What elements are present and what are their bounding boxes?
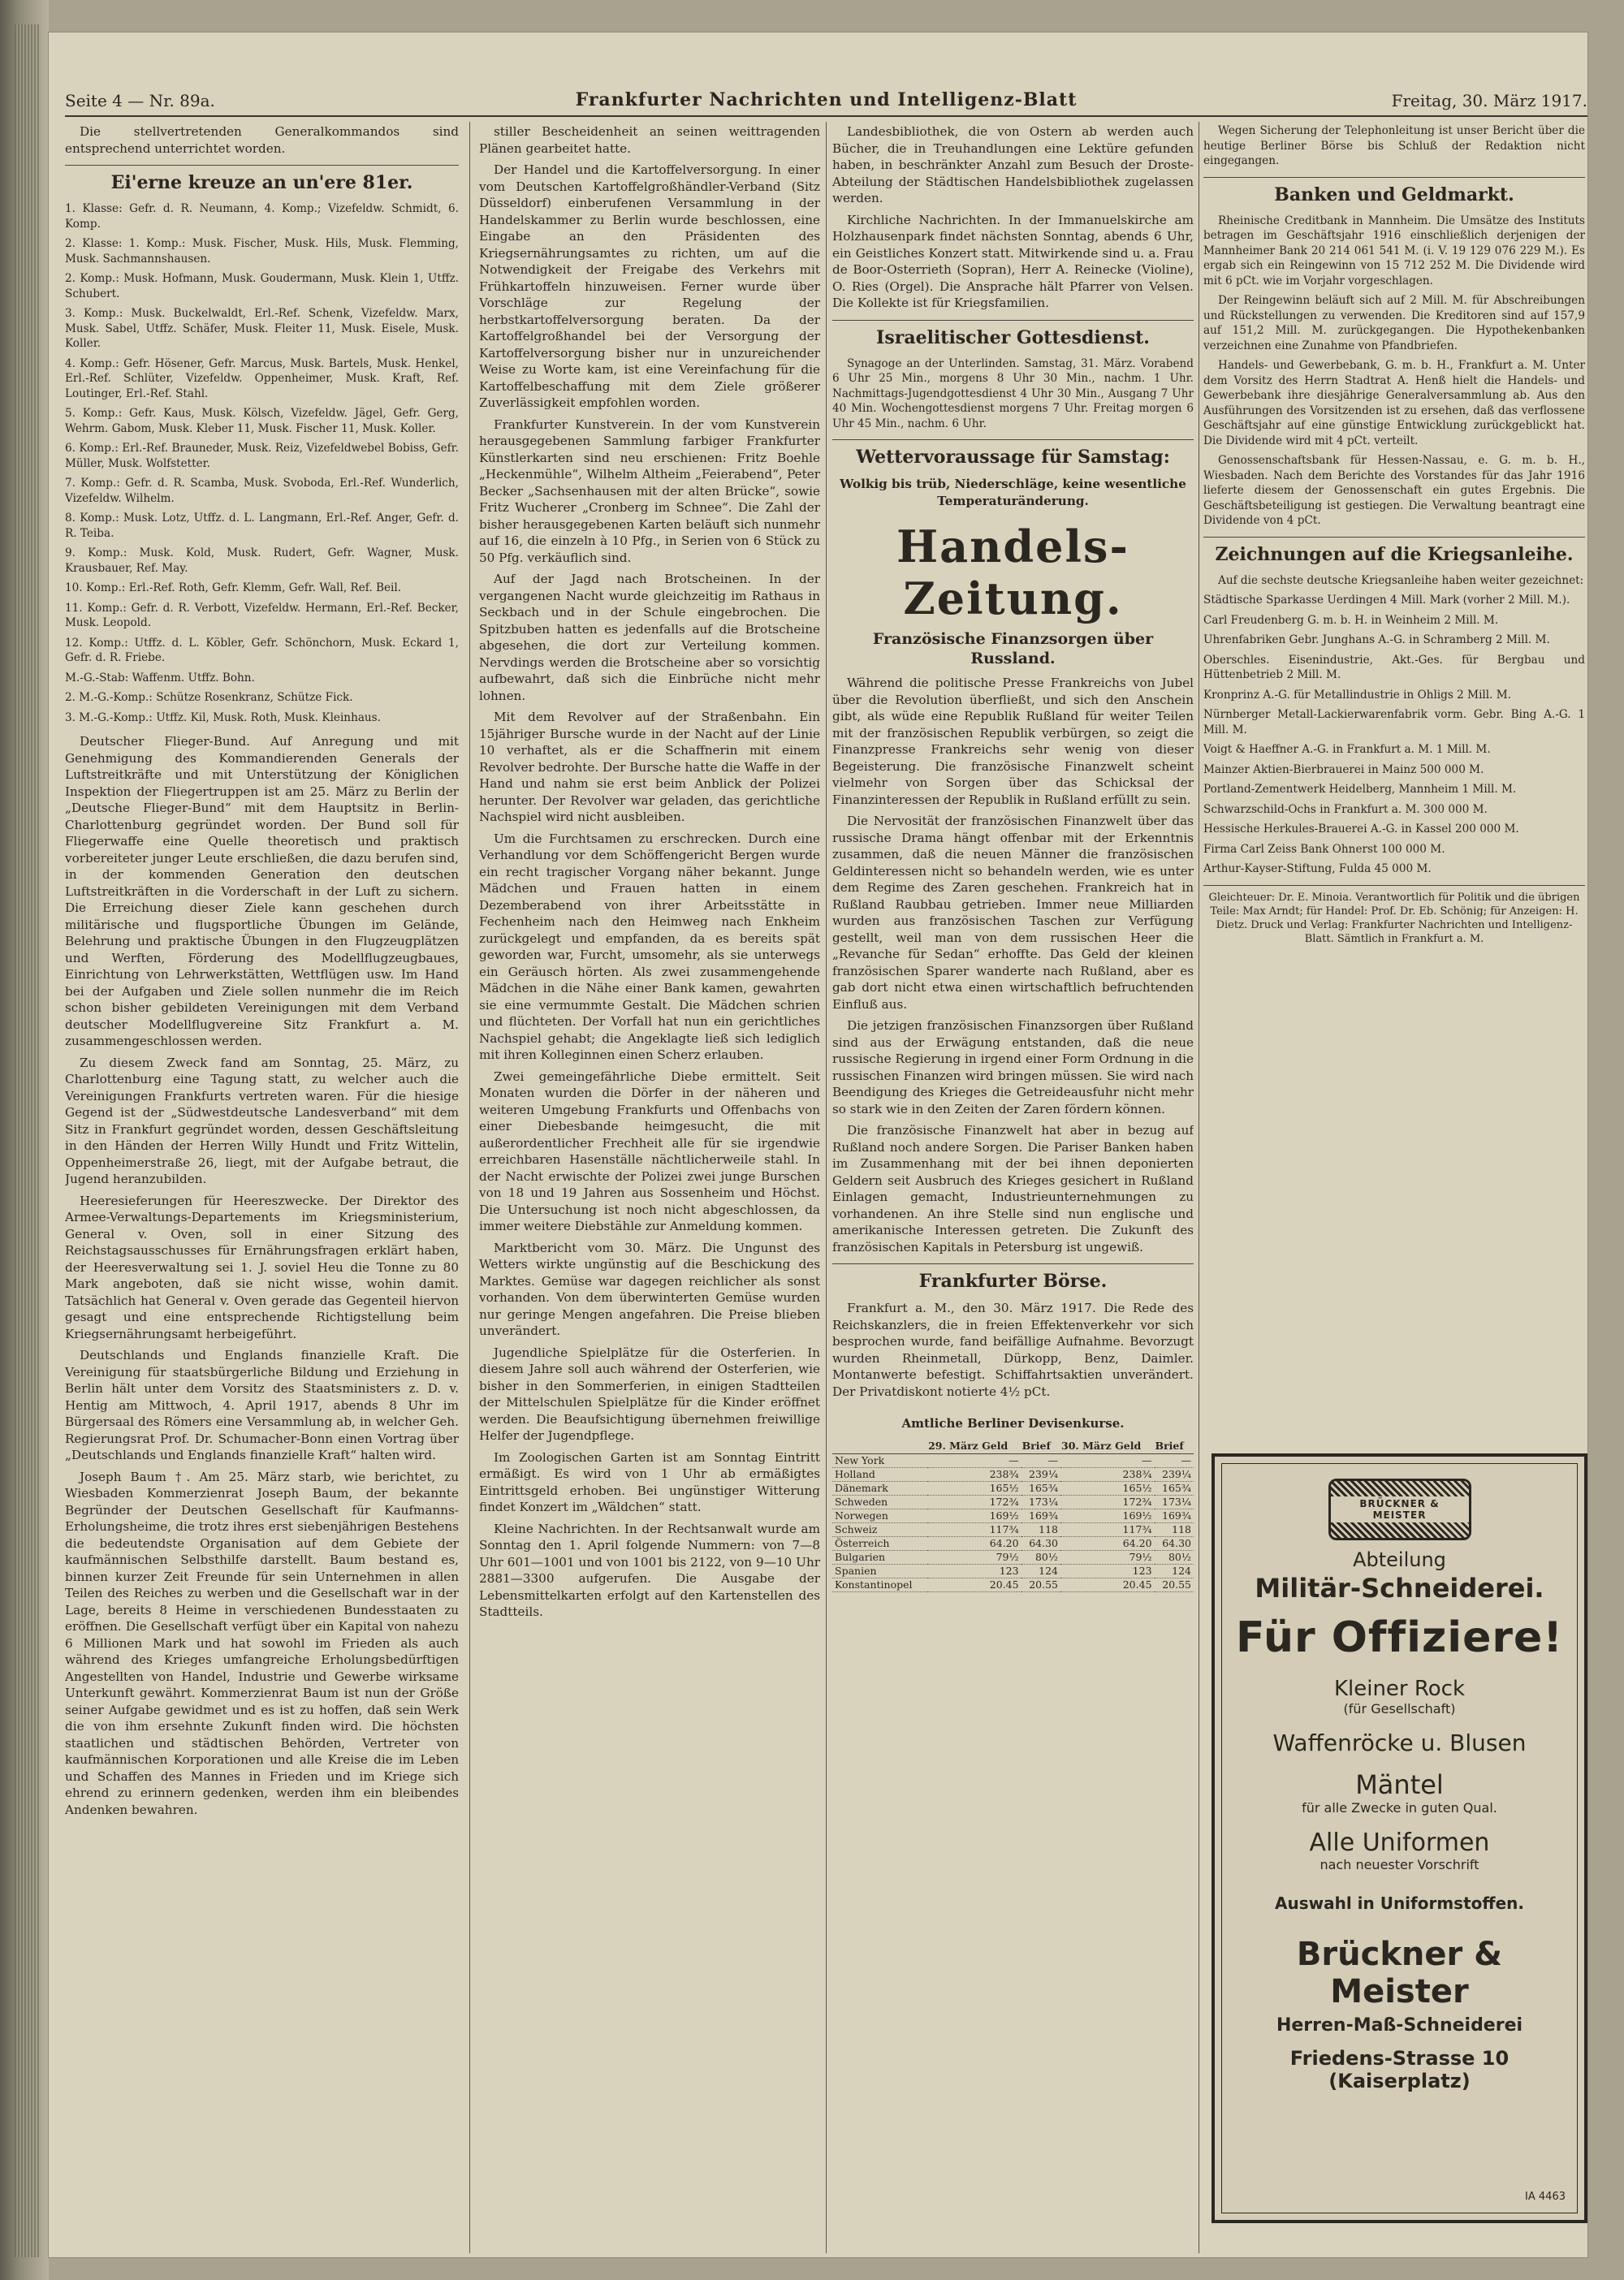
section-heading: Israelitischer Gottesdienst.: [832, 320, 1194, 350]
table-cell: 64.30: [1155, 1537, 1194, 1551]
list-item: Oberschles. Eisenindustrie, Akt.-Ges. für Bergbau und Hüttenbetrieb 2 Mill. M.: [1203, 653, 1585, 681]
list-item: 3. Komp.: Musk. Buckelwaldt, Erl.-Ref. Schenk, Vizefeldw. Marx, Musk. Sabel, Utffz. Schäfer, Musk. Fleiter 11, Musk. Eisele, Musk. Koller.: [65, 307, 459, 350]
table-cell: —: [927, 1454, 1021, 1468]
table-cell: —: [1060, 1454, 1155, 1468]
table-cell: —: [1021, 1454, 1060, 1468]
list-item: 1. Klasse: Gefr. d. R. Neumann, 4. Komp.; Vizefeldw. Schmidt, 6. Komp.: [65, 202, 459, 231]
article-spielplaetze: Jugendliche Spielplätze für die Osterferien. In diesem Jahre soll auch während der Osterferien, wie bisher in den Sommerferien, in einigen Stadtteilen der Mittelschulen Spielplätze für die Kinder eröffnet werden. Die Beaufsichtigung übernehmen freiwillige Helfer der Jugendpflege.: [479, 1345, 820, 1443]
table-cell: Spanien: [832, 1565, 927, 1578]
exchange-rate-table: [832, 1439, 1194, 1592]
article-heereslieferungen: Heeresieferungen für Heereszwecke. Der Direktor des Armee-Verwaltungs-Departements im Kriegsministerium, General v. Oven, soll in einer Sitzung des Reichstagsausschusses für Ernährungsfragen erklärt haben, der Heeresverwaltung sei 1. J. soviel Heu die Tonne zu 80 Mark angeboten, daß sie nicht wisse, wohin damit. Tatsächlich hat General v. Oven gerade das Gegenteil hiervon gesagt und eine entsprechende Richtigstellung beim Kriegsernährungsamt herbeigeführt.: [65, 1193, 459, 1341]
ad-line: Abteilung: [1353, 1548, 1446, 1571]
table-cell: 117¾: [1060, 1523, 1155, 1537]
list-item: Arthur-Kayser-Stiftung, Fulda 45 000 M.: [1203, 862, 1432, 875]
advertisement-brueckner-meister: [1212, 1453, 1587, 2223]
table-cell: 79½: [927, 1551, 1021, 1565]
logo-text: BRÜCKNER & MEISTER: [1331, 1496, 1469, 1522]
table-cell: 118: [1155, 1523, 1194, 1537]
list-item: Städtische Sparkasse Uerdingen 4 Mill. Mark (vorher 2 Mill. M.).: [1203, 594, 1570, 607]
article-brotscheine: Auf der Jagd nach Brotscheinen. In der vergangenen Nacht wurde gleichzeitig im Rathaus in Seckbach und in der Schule eingebrochen. Die Spitzbuben hatten es jedenfalls auf die Brotscheine abgesehen, die dort zur Verteilung kommen. Nervdings werden die Brotscheine aber so vorsichtig aufbewahrt, daß sich die Einbrüche nicht mehr lohnen.: [479, 572, 820, 703]
section-heading: Wettervoraussage für Samstag:: [832, 439, 1194, 469]
article-finanzsorgen: Während die politische Presse Frankreichs von Jubel über die Revolution überfließt, und sich den Anschein gibt, als wüde eine Republik Rußland für weiter Teilen mit der französischen Republik verbürgen, so zeigt die Finanzpresse Frankreichs sehr wenig von dieser Begeisterung. Die französische Finanzwelt scheint vielmehr von Sorgen über das Schicksal der Finanzinteressen der Republik in Rußland erfüllt zu sein.: [832, 676, 1194, 807]
list-item: Portland-Zementwerk Heidelberg, Mannheim 1 Mill. M.: [1203, 783, 1517, 796]
ad-line: (für Gesellschaft): [1343, 1701, 1456, 1716]
table-cell: New York: [832, 1454, 927, 1468]
table-cell: Dänemark: [832, 1482, 927, 1496]
table-cell: 20.55: [1155, 1578, 1194, 1592]
list-item: 8. Komp.: Musk. Lotz, Utffz. d. L. Langmann, Erl.-Ref. Anger, Gefr. d. R. Teiba.: [65, 512, 459, 540]
table-cell: —: [1155, 1454, 1194, 1468]
table-cell: 173¼: [1155, 1496, 1194, 1509]
table-cell: 238¾: [1060, 1468, 1155, 1482]
table-row: [832, 1468, 1194, 1482]
list-item: 12. Komp.: Utffz. d. L. Köbler, Gefr. Schönchorn, Musk. Eckard 1, Gefr. d. R. Friebe.: [65, 636, 459, 664]
list-item: 7. Komp.: Gefr. d. R. Scamba, Musk. Svoboda, Erl.-Ref. Wunderlich, Vizefeldw. Wilhelm.: [65, 477, 459, 505]
list-item: 4. Komp.: Gefr. Hösener, Gefr. Marcus, Musk. Bartels, Musk. Henkel, Erl.-Ref. Schlüter, Vizefeldw. Oppenheimer, Musk. Kraft, Ref. Loutinger, Erl.-Ref. Stahl.: [65, 356, 459, 400]
list-item: Nürnberger Metall-Lackierwarenfabrik vorm. Gebr. Bing A.-G. 1 Mill. M.: [1203, 708, 1585, 736]
book-binding: [0, 0, 49, 2280]
table-row: [832, 1537, 1194, 1551]
table-cell: 124: [1155, 1565, 1194, 1578]
article-revolver: Mit dem Revolver auf der Straßenbahn. Ein 15jähriger Bursche wurde in der Nacht auf der Linie 10 verhaftet, als er die Schaffnerin mit einem Revolver bedrohte. Der Bursche hatte die Waffe in der Hand und nahm sie erst beim Anblick der Polizei herunter. Der Revolver war geladen, das gerichtliche Nachspiel wird nicht ausbleiben.: [479, 710, 820, 824]
weather-forecast: Wolkig bis trüb, Niederschläge, keine wesentliche Temperaturänderung.: [840, 477, 1186, 508]
table-row: [832, 1454, 1194, 1468]
list-item: Mainzer Aktien-Bierbrauerei in Mainz 500 000 M.: [1203, 762, 1484, 776]
section-heading: Zeichnungen auf die Kriegsanleihe.: [1203, 537, 1585, 567]
table-cell: 169¾: [1021, 1509, 1060, 1523]
ad-line: Kleiner Rock: [1333, 1677, 1466, 1701]
section-heading: Frankfurter Börse.: [832, 1263, 1194, 1293]
article-kunstverein: Frankfurter Kunstverein. In der vom Kunstverein herausgegebenen Sammlung farbiger Frankfurter Künstlerkarten sind neu erschienen: Fritz Boehle „Heckenmühle“, Wilhelm Altheim „Feierabend“, Peter Becker „Sachsenhausen mit der alten Brücke“, sowie Fritz Wucherer „Cronberg im Schnee“. Die Zahl der bisher herausgegebenen Karten beläuft sich nunmehr auf 16, die einzeln à 10 Pfg., in Serien von 6 Stück zu 50 Pfg. verkäuflich sind.: [479, 417, 820, 565]
table-cell: Österreich: [832, 1537, 927, 1551]
article-boerse: Frankfurt a. M., den 30. März 1917. Die Rede des Reichskanzlers, die in freien Effektenverkehr vor sich besprochen wurde, fand beifällige Aufnahme. Bevorzugt wurden Rheinmetall, Dürkopp, Benz, Daimler. Montanwerte befestigt. Schiffahrtsaktien unverändert. Der Privatdiskont notierte 4½ pCt.: [832, 1301, 1194, 1399]
list-item: 6. Komp.: Erl.-Ref. Brauneder, Musk. Reiz, Vizefeldwebel Bobiss, Gefr. Müller, Musk. Wolfstetter.: [65, 442, 459, 470]
ad-line: Militär-Schneiderei.: [1255, 1573, 1544, 1604]
table-cell: 79½: [1060, 1551, 1155, 1565]
article-creditbank-cont: Der Reingewinn beläuft sich auf 2 Mill. M. für Abschreibungen und Rückstellungen zu verwenden. Die Kreditoren sind auf 157,9 auf 151,2 Mill. M. zurückgegangen. Die Hypothekenbanken verzeichnen eine Zunahme von Pfandbriefen.: [1203, 294, 1585, 352]
table-row: [832, 1565, 1194, 1578]
ad-code: IA 4463: [1525, 2191, 1566, 2203]
article-kartoffelversorgung: Der Handel und die Kartoffelversorgung. In einer vom Deutschen Kartoffelgroßhändler-Verband (Sitz Düsseldorf) einberufenen Versammlung in der Handelskammer zu Berlin wurde beschlossen, eine Eingabe an den Präsidenten des Kriegsernährungsamtes zu richten, um auf die Notwendigkeit der Freigabe des Verkehrs mit Frühkartoffeln hinzuweisen. Ferner wurde über Vorschläge zur Regelung der herbstkartoffelversorgung beraten. Da der Kartoffelgroßhandel bei der Versorgung der Kartoffelversorgung bisher nur in unzureichender Weise zu Worte kam, ist eine Vereinfachung für die Kartoffelbeschaffung mit dem Ziele größerer Zuverlässigkeit empfohlen worden.: [479, 162, 820, 410]
column-2: [479, 123, 820, 2251]
ad-line: für alle Zwecke in guten Qual.: [1302, 1800, 1497, 1816]
ad-line: Auswahl in Uniformstoffen.: [1275, 1894, 1524, 1913]
table-cell: 172¾: [1060, 1496, 1155, 1509]
ad-brand-name: Brückner & Meister: [1296, 1936, 1503, 2010]
list-item: 2. Klasse: 1. Komp.: Musk. Fischer, Musk. Hils, Musk. Flemming, Musk. Sachmannshausen.: [65, 237, 459, 266]
list-item: 3. M.-G.-Komp.: Utffz. Kil, Musk. Roth, Musk. Kleinhaus.: [65, 710, 381, 724]
table-cell: 124: [1021, 1565, 1060, 1578]
article-finanzsorgen-cont: Die jetzigen französischen Finanzsorgen über Rußland sind aus der Erwägung entstanden, daß die neue russische Regierung in irgend einer Form Ordnung in die russischen Finanzen wird bringen müssen. Sie wird nach Beendigung des Krieges die Getreideausfuhr nicht mehr so stark wie in den Zeiten der Zaren fördern können.: [832, 1018, 1194, 1116]
section-heading: Banken und Geldmarkt.: [1203, 177, 1585, 207]
section-subheading: Französische Finanzsorgen über Russland.: [872, 630, 1154, 667]
table-header-cell: 29. März Geld: [927, 1439, 1021, 1454]
table-header-cell: Brief: [1155, 1439, 1194, 1454]
column-rule: [469, 122, 470, 2253]
table-cell: 118: [1021, 1523, 1060, 1537]
article-marktbericht: Marktbericht vom 30. März. Die Ungunst des Wetters wirkte ungünstig auf die Beschickung des Marktes. Gemüse war dagegen reichlicher als sonst vorhanden. Von dem überwinterten Gemüse wurden nur geringe Mengen angefahren. Die Preise blieben unverändert.: [479, 1240, 820, 1338]
award-list: [65, 201, 459, 725]
table-cell: 20.55: [1021, 1578, 1060, 1592]
paragraph: Landesbibliothek, die von Ostern ab werden auch Bücher, die in Treuhandlungen eine Lektüre gefunden haben, in beschränkter Anzahl zum Besuch der Droste-Abteilung der Städtischen Handelsbibliothek zugelassen werden.: [832, 124, 1194, 205]
table-cell: 165½: [927, 1482, 1021, 1496]
ad-line: nach neuester Vorschrift: [1320, 1857, 1479, 1872]
table-title: Amtliche Berliner Devisenkurse.: [901, 1416, 1125, 1431]
column-1: [65, 123, 459, 2251]
list-item: 9. Komp.: Musk. Kold, Musk. Rudert, Gefr. Wagner, Musk. Krausbauer, Ref. May.: [65, 546, 459, 575]
table-cell: 238¾: [927, 1468, 1021, 1482]
article-genossenschaftsbank: Genossenschaftsbank für Hessen-Nassau, e. G. m. b. H., Wiesbaden. Nach dem Berichte des Vorstandes für das Jahr 1916 lieferte diesem der Genossenschaft ein gutes Ergebnis. Die Geschäftsbeteiligung ist gestiegen. Die Verwaltung beantragt eine Dividende von 4 pCt.: [1203, 454, 1585, 527]
table-cell: 123: [1060, 1565, 1155, 1578]
article-furchtsame: Um die Furchtsamen zu erschrecken. Durch eine Verhandlung vor dem Schöffengericht Bergen wurde ein recht tragischer Vorgang näher bekannt. Junge Mädchen und Frauen hatten in einem Dezemberabend von ihrer Arbeitsstätte in Fechenheim nach den Heimweg nach Enkheim zurückgelegt und empfanden, da es bereits spät geworden war, Furcht, umsomehr, als sie unterwegs ein Geräusch hörten. Als zwei zusammengehende Mädchen in die Nähe einer Bank kamen, gewahrten sie eine vermummte Gestalt. Die Mädchen schrien und flüchteten. Der Vorfall hat nun ein gerichtliches Nachspiel gehabt; die Angeklagte ließ sich lediglich mit ihren Kolleginnen einen Scherz erlauben.: [479, 831, 820, 1062]
paragraph: Wegen Sicherung der Telephonleitung ist unser Bericht über die heutige Berliner Börse bis Schluß der Redaktion nicht eingegangen.: [1203, 124, 1585, 167]
table-cell: 20.45: [927, 1578, 1021, 1592]
table-cell: 239¼: [1021, 1468, 1060, 1482]
article-zoo: Im Zoologischen Garten ist am Sonntag Eintritt ermäßigt. Es wird von 1 Uhr ab ermäßigtes Eintrittsgeld erhoben. Bei ungünstiger Witterung findet Konzert im „Wäldchen“ statt.: [479, 1449, 820, 1514]
table-cell: 169¾: [1155, 1509, 1194, 1523]
table-row: [832, 1482, 1194, 1496]
ad-headline: Für Offiziere!: [1236, 1613, 1563, 1662]
section-heading: Ei'erne kreuze an un'ere 81er.: [65, 165, 459, 195]
list-item: 11. Komp.: Gefr. d. R. Verbott, Vizefeldw. Hermann, Erl.-Ref. Becker, Musk. Leopold.: [65, 601, 459, 629]
article-finanzsorgen-cont: Die Nervosität der französischen Finanzwelt über das russische Drama hängt offenbar mit der Erkenntnis zusammen, daß die neuen Männer die französischen Geldinteressen nicht so behandeln werden, wie es unter dem Regime des Zaren geschehen. Frankreich hat in Rußland Raubbau getrieben. Immer neue Milliarden wurden aus französischen Taschen zur Verfügung gestellt, weil man von dem russischen Heer die „Revanche für Sedan“ erhoffte. Das Geld der kleinen französischen Sparer wanderte nach Rußland, aber es gab dort nicht etwa einen wirtschaftlich befruchtenden Einfluß aus.: [832, 814, 1194, 1012]
table-cell: Bulgarien: [832, 1551, 927, 1565]
table-header-cell: 30. März Geld: [1060, 1439, 1155, 1454]
binding-edge: [15, 24, 39, 2257]
article-gottesdienst: Synagoge an der Unterlinden. Samstag, 31. März. Vorabend 6 Uhr 25 Min., morgens 8 Uhr 30 Min., nachm. 1 Uhr. Nachmittags-Jugendgottesdienst 4 Uhr 30 Min., Ausgang 7 Uhr 40 Min. Wochengottesdienst morgens 7 Uhr. Freitag morgen 6 Uhr 45 Min., nachm. 6 Uhr.: [832, 356, 1194, 430]
table-row: [832, 1578, 1194, 1592]
ad-line: Alle Uniformen: [1309, 1829, 1490, 1857]
ad-line: Mäntel: [1355, 1769, 1444, 1800]
list-item: Firma Carl Zeiss Bank Ohnerst 100 000 M.: [1203, 842, 1445, 856]
article-gewerbebank: Handels- und Gewerbebank, G. m. b. H., Frankfurt a. M. Unter dem Vorsitz des Herrn Stadtrat A. Henß hielt die Handels- und Gewerbebank ihre diesjährige Generalversammlung ab. Aus den Ausführungen des Vorsitzenden ist zu ersehen, daß das verflossene Geschäftsjahr auf eine günstige Entwicklung zurückgeblickt hat. Die Dividende wird mit 4 pCt. verteilt.: [1203, 359, 1585, 447]
table-row: [832, 1551, 1194, 1565]
handels-zeitung-heading: Handels-Zeitung.: [896, 520, 1129, 624]
table-header-cell: Brief: [1021, 1439, 1060, 1454]
table-cell: Norwegen: [832, 1509, 927, 1523]
brand-logo: [1328, 1479, 1471, 1540]
ad-line: Herren-Maß-Schneiderei: [1276, 2015, 1523, 2036]
table-cell: Schweden: [832, 1496, 927, 1509]
page-date: Freitag, 30. März 1917.: [1391, 91, 1587, 110]
table-cell: 117¾: [927, 1523, 1021, 1537]
list-item: Carl Freudenberg G. m. b. H. in Weinheim 2 Mill. M.: [1203, 613, 1499, 627]
article-creditbank: Rheinische Creditbank in Mannheim. Die Umsätze des Instituts betragen im Geschäftsjahr 1916 einschließlich derjenigen der Mannheimer Bank 20 214 061 541 M. (i. V. 19 129 076 229 M.). Es ergab sich ein Reingewinn von 15 712 252 M. Die Dividende wird mit 6 pCt. wie im Vorjahr vorgeschlagen.: [1203, 214, 1585, 287]
table-cell: 165¾: [1021, 1482, 1060, 1496]
table-cell: 64.20: [1060, 1537, 1155, 1551]
paragraph: Auf die sechste deutsche Kriegsanleihe haben weiter gezeichnet:: [1218, 573, 1584, 587]
list-item: Kronprinz A.-G. für Metallindustrie in Ohligs 2 Mill. M.: [1203, 688, 1511, 702]
table-cell: 64.30: [1021, 1537, 1060, 1551]
list-item: M.-G.-Stab: Waffenm. Utffz. Bohn.: [65, 671, 255, 684]
article-finanzsorgen-cont: Die französische Finanzwelt hat aber in bezug auf Rußland noch andere Sorgen. Die Pariser Banken haben im Zusammenhang mit der bei ihnen deponierten Geldern seit Ausbruch des Krieges gesichert in Rußland Einlagen gemacht, Industrieunternehmungen zu vorhandenen. An ihre Stelle sind nun englische und amerikanische Interessen getreten. Die Zukunft des französischen Kapitals in Petersburg ist ungewiß.: [832, 1123, 1194, 1254]
article-flieger-bund: Deutscher Flieger-Bund. Auf Anregung und mit Genehmigung des Kommandierenden Generals der Luftstreitkräfte und mit Unterstützung der Königlichen Inspektion der Fliegertruppen ist am 25. März zu Berlin der „Deutsche Flieger-Bund“ mit dem Hauptsitz in Berlin-Charlottenburg gegründet worden. Der Bund soll für Fliegerwaffe eine Quelle theoretisch und praktisch vorbereiteter junger Leute erschließen, die dazu berufen sind, in der kommenden Generation den deutschen Luftstreitkräften in die Vorderschaft in der Luft zu sichern. Die Erreichung dieser Ziele kann geschehen durch militärische und flugsportliche Übungen im Gelände, Belehrung und praktische Übungen in den Flugzeugplätzen und Werften, Förderung des Modellflugzeugbaues, Einrichtung von Lehrwerkstätten, Wettflügen usw. Im Hand bei der Aufgaben und Ziele sollen nunmehr die im Reich schon bisher gebildeten Vereinigungen mit dem Verband deutscher Modellflugvereine Sitz Frankfurt a. M. zusammengeschlossen werden.: [65, 734, 459, 1048]
list-item: Voigt & Haeffner A.-G. in Frankfurt a. M. 1 Mill. M.: [1203, 743, 1491, 756]
table-cell: 165½: [1060, 1482, 1155, 1496]
table-row: [832, 1509, 1194, 1523]
list-item: Hessische Herkules-Brauerei A.-G. in Kassel 200 000 M.: [1203, 823, 1519, 836]
table-cell: Konstantinopel: [832, 1578, 927, 1592]
list-item: Schwarzschild-Ochs in Frankfurt a. M. 300 000 M.: [1203, 802, 1488, 816]
ad-line: Waffenröcke u. Blusen: [1272, 1729, 1527, 1756]
list-item: Uhrenfabriken Gebr. Junghans A.-G. in Schramberg 2 Mill. M.: [1203, 633, 1550, 646]
table-row: [832, 1523, 1194, 1537]
paragraph: stiller Bescheidenheit an seinen weittragenden Plänen gearbeitet hatte.: [479, 124, 820, 156]
list-item: 5. Komp.: Gefr. Kaus, Musk. Kölsch, Vizefeldw. Jägel, Gefr. Gerg, Wehrm. Gabom, Musk. Kleber 11, Musk. Fischer 11, Musk. Koller.: [65, 407, 459, 435]
article-finanzielle-kraft: Deutschlands und Englands finanzielle Kraft. Die Vereinigung für staatsbürgerliche Bildung und Erziehung in Berlin hält unter dem Vorsitz des Staatsministers z. D. v. Hentig am Mittwoch, 4. April 1917, abends 8 Uhr im Bürgersaal des Römers eine Versammlung ab, in welcher Geh. Regierungsrat Prof. Dr. Schumacher-Bonn einen Vortrag über „Deutschlands und Englands finanzielle Kraft“ halten wird.: [65, 1348, 459, 1462]
article-diebe: Zwei gemeingefährliche Diebe ermittelt. Seit Monaten wurden die Dörfer in der näheren und weiteren Umgebung Frankfurts und Offenbachs von einer Diebesbande heimgesucht, die mit außerordentlicher Frechheit alle für sie irgendwie erreichbaren Hasenställe nächtlicherweile stahl. In der Nacht erwischte der Polizei zwei junge Burschen von 18 und 19 Jahren aus Sossenheim und Höchst. Die Untersuchung ist noch nicht abgeschlossen, da immer weitere Diebstähle zur Anmeldung kommen.: [479, 1069, 820, 1233]
article-kleine-nachrichten: Kleine Nachrichten. In der Rechtsanwalt wurde am Sonntag den 1. April folgende Nummern: von 7—8 Uhr 601—1001 und von 1001 bis 2122, von 9—10 Uhr 2881—3300 aufgerufen. Die Ausgabe der Lebensmittelkarten erfolgt auf den Kartenstellen des Stadtteils.: [479, 1521, 820, 1619]
imprint: Gleichteuer: Dr. E. Minoia. Verantwortlich für Politik und die übrigen Teile: Max Arndt; für Handel: Prof. Dr. Eb. Schönig; für Anzeigen: H. Dietz. Druck und Verlag: Frankfurter Nachrichten und Intelligenz-Blatt. Sämtlich in Frankfurt a. M.: [1203, 885, 1585, 946]
column-rule: [826, 122, 827, 2253]
page-number: Seite 4 — Nr. 89a.: [65, 91, 215, 110]
ad-inner-border: [1221, 1463, 1578, 2213]
table-cell: 239¼: [1155, 1468, 1194, 1482]
table-cell: Schweiz: [832, 1523, 927, 1537]
table-cell: 172¾: [927, 1496, 1021, 1509]
masthead-title: Frankfurter Nachrichten und Intelligenz-Blatt: [575, 89, 1078, 110]
paragraph: Die stellvertretenden Generalkommandos sind entsprechend unterrichtet worden.: [65, 124, 459, 156]
list-item: 2. Komp.: Musk. Hofmann, Musk. Goudermann, Musk. Klein 1, Utffz. Schubert.: [65, 272, 459, 300]
table-cell: 123: [927, 1565, 1021, 1578]
table-row: [832, 1496, 1194, 1509]
table-cell: 169½: [1060, 1509, 1155, 1523]
column-3: [832, 123, 1194, 2251]
table-cell: 20.45: [1060, 1578, 1155, 1592]
table-cell: Holland: [832, 1468, 927, 1482]
table-cell: 173¼: [1021, 1496, 1060, 1509]
table-cell: 80½: [1155, 1551, 1194, 1565]
table-cell: 165¾: [1155, 1482, 1194, 1496]
table-cell: 64.20: [927, 1537, 1021, 1551]
subscription-list: [1203, 593, 1585, 877]
article-flieger-bund-cont: Zu diesem Zweck fand am Sonntag, 25. März, zu Charlottenburg eine Tagung statt, zu welcher auch die Vereinigungen Frankfurts vertreten waren. Für die hiesige Gegend ist der „Südwestdeutsche Landesverband“ mit dem Sitz in Frankfurt gegründet worden, dessen Geschäftsleitung in den Händen der Herren Willy Hundt und Fritz Wittelin, Oppenheimerstraße 26, liegt, mit der Aufgabe betraut, die Jugend heranzubilden.: [65, 1055, 459, 1186]
table-header-cell: [832, 1439, 927, 1454]
page-header: [65, 88, 1587, 117]
article-joseph-baum: Joseph Baum †. Am 25. März starb, wie berichtet, zu Wiesbaden Kommerzienrat Joseph Baum, der bekannte Begründer der Deutschen Gesellschaft für Kaufmanns-Erholungsheime, die trotz ihres erst siebenjährigen Bestehens die bedeutendste Organisation auf dem Gebiete der kaufmännischen Selbsthilfe darstellt. Baum bestand es, binnen kurzer Zeit Freunde für sein Unternehmen in allen Teilen des Reiches zu werben und die Gesellschaft war in der Lage, bereits 8 Heime in verschiedenen Bundesstaaten zu eröffnen. Die Gesellschaft verfügt über ein Kapital von nahezu 6 Millionen Mark und hat sowohl im Frieden als auch während des Krieges umfangreiche Erholungsbedürftigen Angestellten von Handel, Industrie und Gewerbe wirksame Unterkunft gewährt. Kommerzienrat Baum ist nun der Größe seiner Aufgabe gewidmet und es ist zu hoffen, daß sein Werk die von ihm ersehnte Zukunft finden wird. Die höchsten staatlichen und städtischen Behörden, Vertreter von kaufmännischen Korporationen und alle Kreise die im Leben und Schaffen des Mannes in Frieden und im Kriege sich ehrend zu erinnern gedenken, werden ihm ein bleibendes Andenken bewahren.: [65, 1469, 459, 1817]
list-item: 10. Komp.: Erl.-Ref. Roth, Gefr. Klemm, Gefr. Wall, Ref. Beil.: [65, 581, 402, 594]
ad-address: Friedens-Strasse 10 (Kaiserplatz): [1289, 2047, 1510, 2092]
article-kirchliche-nachrichten: Kirchliche Nachrichten. In der Immanuelskirche am Holzhausenpark findet nächsten Sonntag, abends 6 Uhr, ein Geistliches Konzert statt. Mitwirkende sind u. a. Frau de Boor-Osterrieth (Sopran), Herr A. Reinecke (Violine), O. Ries (Orgel). Die Ansprache hält Pfarrer von Velsen. Die Kollekte ist für Kriegsfamilien.: [832, 212, 1194, 310]
table-cell: 80½: [1021, 1551, 1060, 1565]
list-item: 2. M.-G.-Komp.: Schütze Rosenkranz, Schütze Fick.: [65, 691, 353, 704]
table-cell: 169½: [927, 1509, 1021, 1523]
